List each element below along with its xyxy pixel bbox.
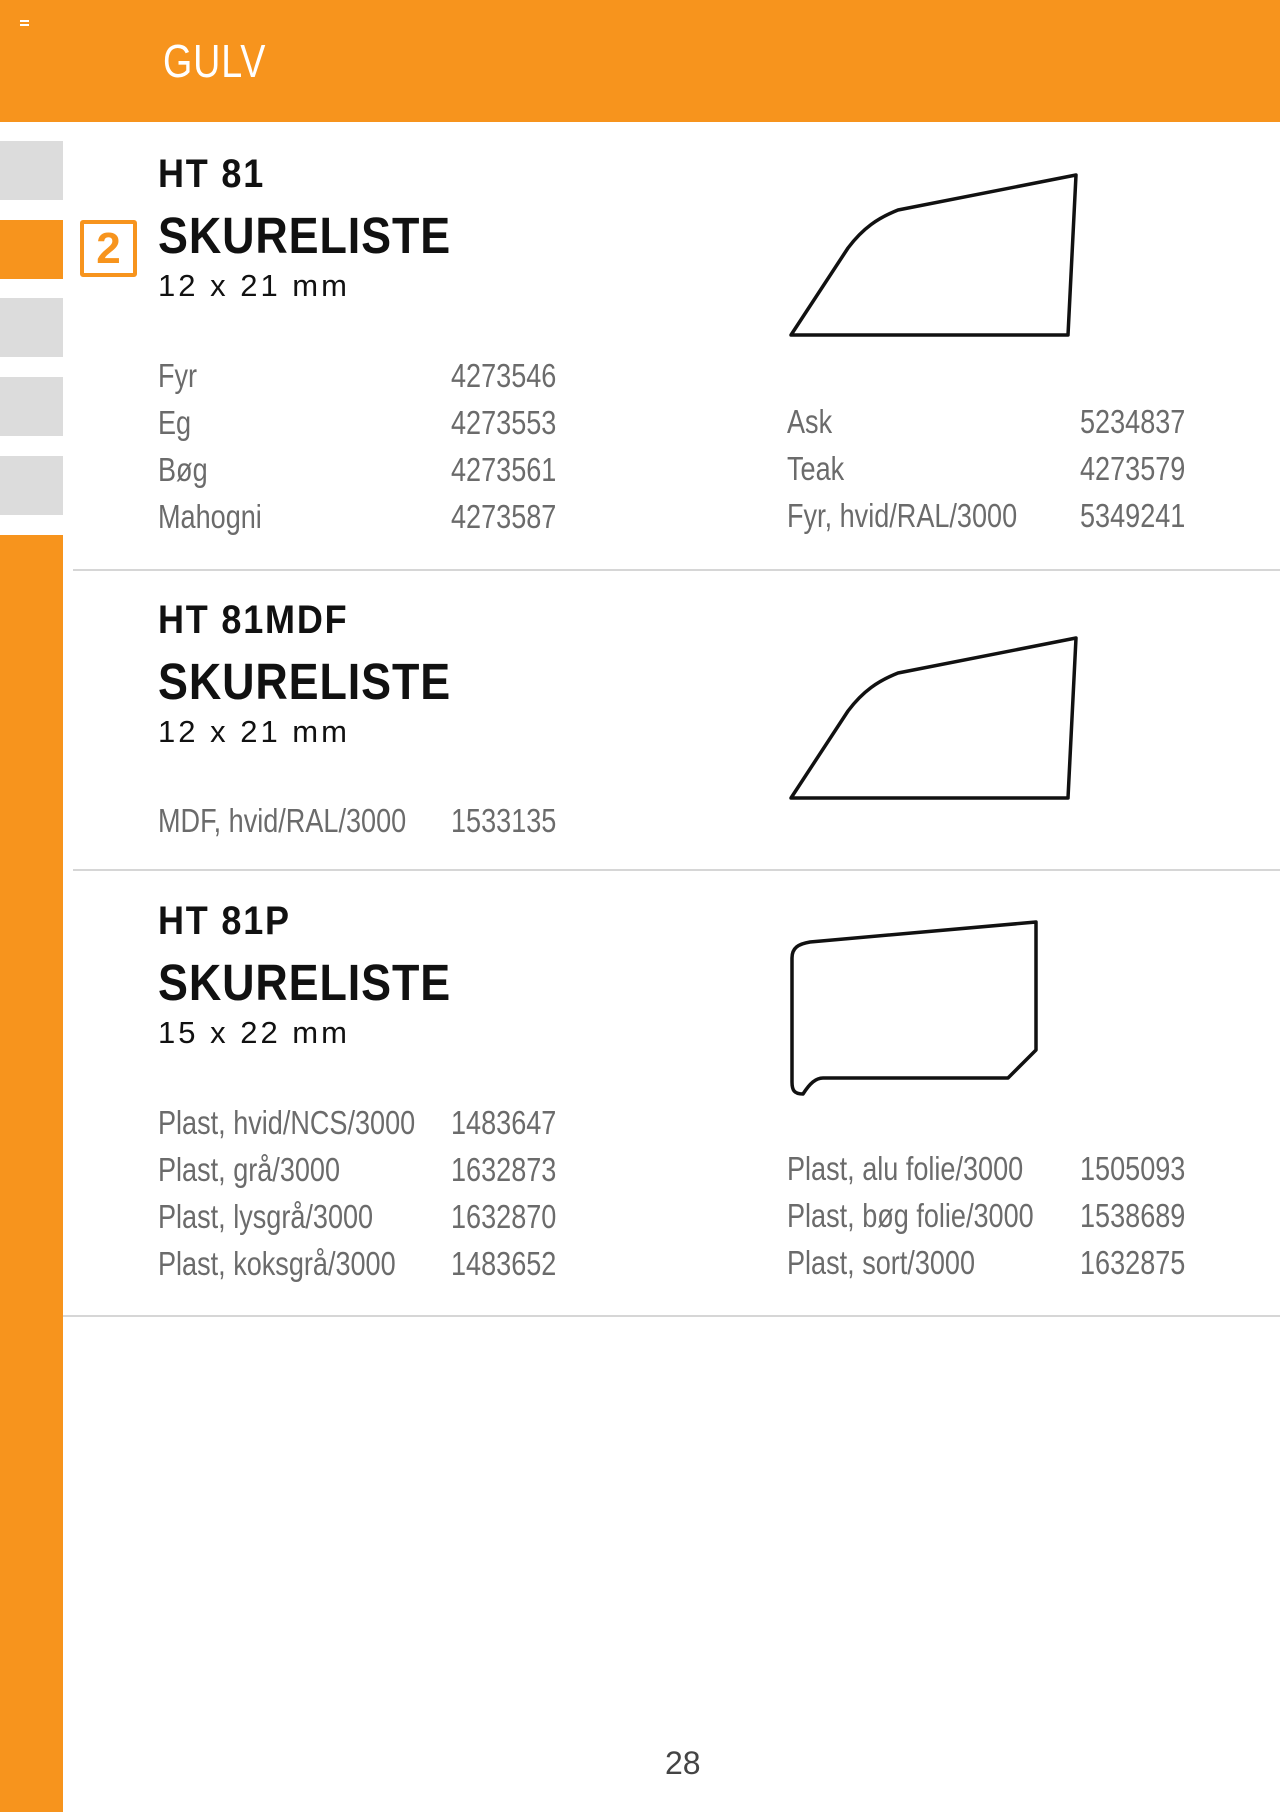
chapter-tab-2[interactable] bbox=[0, 220, 63, 279]
profile-drawing-icon bbox=[788, 633, 1078, 805]
variant-number: 1483647 bbox=[451, 1104, 557, 1141]
variant-label: Plast, hvid/NCS/3000 bbox=[158, 1104, 416, 1141]
variant-label: Plast, bøg folie/3000 bbox=[787, 1197, 1034, 1234]
variant-number: 1632870 bbox=[451, 1198, 557, 1235]
variant-label: Fyr, hvid/RAL/3000 bbox=[787, 497, 1018, 534]
product-name: SKURELISTE bbox=[158, 207, 452, 264]
variant-label: Mahogni bbox=[158, 498, 262, 535]
chapter-tab-4[interactable] bbox=[0, 377, 63, 436]
variant-number: 1632873 bbox=[451, 1151, 557, 1188]
profile-drawing-icon bbox=[788, 170, 1078, 342]
chapter-tab-3[interactable] bbox=[0, 298, 63, 357]
variant-number: 4273553 bbox=[451, 404, 557, 441]
page-number: 28 bbox=[665, 1745, 701, 1781]
variant-label: Eg bbox=[158, 404, 192, 441]
chapter-tab-5[interactable] bbox=[0, 456, 63, 515]
variant-label: Fyr bbox=[158, 357, 198, 394]
chapter-tab-1[interactable] bbox=[0, 141, 63, 200]
header-bar bbox=[0, 0, 1280, 122]
chapter-number-badge: 2 bbox=[80, 220, 137, 277]
menu-icon bbox=[20, 20, 29, 26]
variant-label: Teak bbox=[787, 450, 845, 487]
variant-label: Ask bbox=[787, 403, 833, 440]
section-title: GULV bbox=[163, 35, 267, 87]
section-divider bbox=[73, 869, 1280, 871]
variant-number: 1538689 bbox=[1080, 1197, 1186, 1234]
section-divider bbox=[73, 569, 1280, 571]
variant-label: Plast, lysgrå/3000 bbox=[158, 1198, 374, 1235]
variant-number: 4273587 bbox=[451, 498, 557, 535]
variant-label: Plast, alu folie/3000 bbox=[787, 1150, 1024, 1187]
section-divider bbox=[63, 1315, 1280, 1317]
variant-number: 1632875 bbox=[1080, 1244, 1186, 1281]
product-code: HT 81P bbox=[158, 899, 291, 943]
side-stripe bbox=[0, 535, 63, 1812]
variant-number: 4273561 bbox=[451, 451, 557, 488]
variant-number: 4273579 bbox=[1080, 450, 1186, 487]
variant-number: 1483652 bbox=[451, 1245, 557, 1282]
variant-number: 5349241 bbox=[1080, 497, 1186, 534]
product-name: SKURELISTE bbox=[158, 653, 452, 710]
product-code: HT 81 bbox=[158, 152, 266, 196]
product-code: HT 81MDF bbox=[158, 598, 349, 642]
profile-drawing-icon bbox=[788, 918, 1044, 1098]
variant-label: Plast, koksgrå/3000 bbox=[158, 1245, 396, 1282]
variant-label: Plast, grå/3000 bbox=[158, 1151, 341, 1188]
product-dimensions: 12 x 21 mm bbox=[158, 714, 350, 749]
product-dimensions: 15 x 22 mm bbox=[158, 1015, 350, 1050]
product-name: SKURELISTE bbox=[158, 954, 452, 1011]
product-dimensions: 12 x 21 mm bbox=[158, 268, 350, 303]
variant-label: Bøg bbox=[158, 451, 208, 488]
variant-number: 4273546 bbox=[451, 357, 557, 394]
variant-number: 1505093 bbox=[1080, 1150, 1186, 1187]
variant-number: 5234837 bbox=[1080, 403, 1186, 440]
variant-label: MDF, hvid/RAL/3000 bbox=[158, 802, 407, 839]
variant-number: 1533135 bbox=[451, 802, 557, 839]
variant-label: Plast, sort/3000 bbox=[787, 1244, 976, 1281]
